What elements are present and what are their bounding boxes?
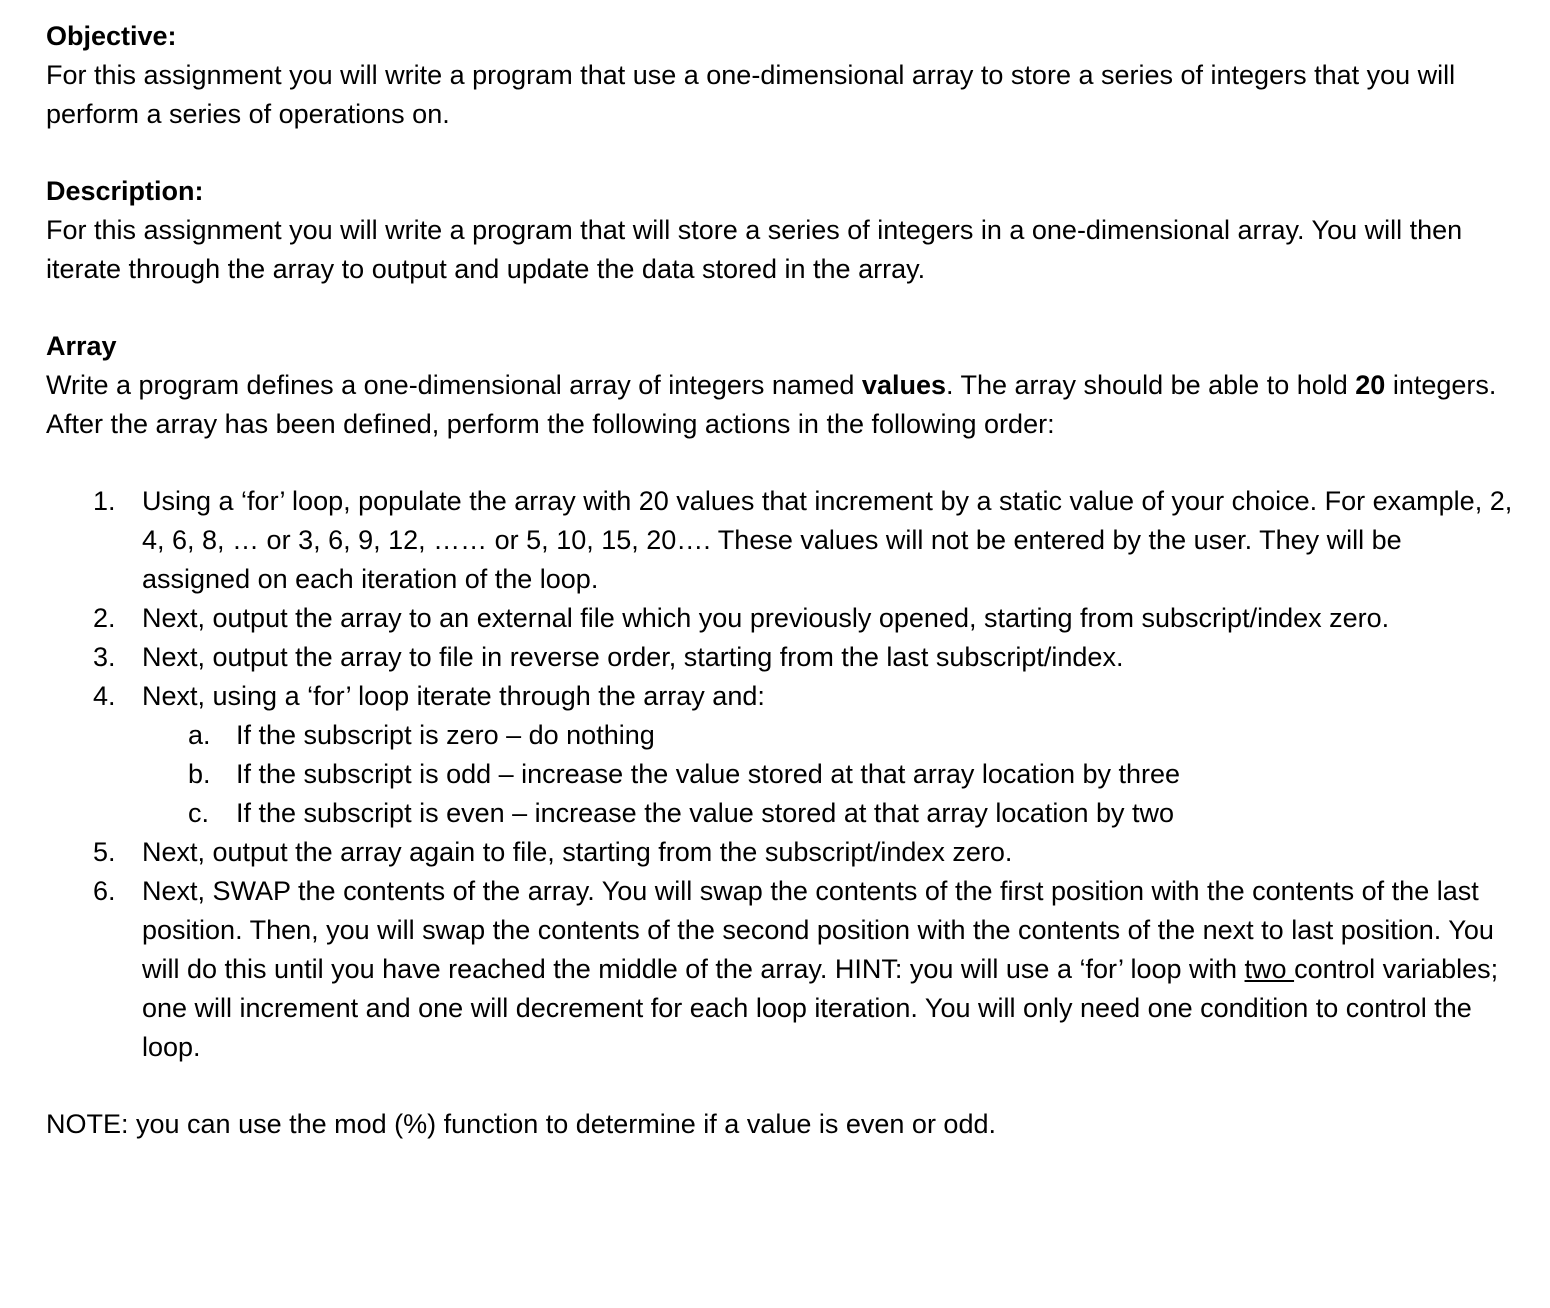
description-heading: Description: — [46, 176, 204, 206]
step-text — [142, 876, 1498, 1062]
sub-list-item — [46, 794, 1516, 833]
list-marker: 2. — [93, 603, 116, 633]
step-text: Next, output the array again to file, starting from the subscript/index zero. — [142, 837, 1013, 867]
array-text-part: . The array should be able to hold — [945, 370, 1356, 400]
step-text-part: Next, SWAP the contents of the array. You will swap the contents of the first position with the contents of the last position. Then, you will swap the contents of the second position with the contents of the next to last position. You will do this until you have reached the middle of the array. HINT: you will use a ‘for’ loop with — [142, 876, 1494, 984]
assignment-document — [46, 17, 1516, 1144]
list-item — [46, 872, 1516, 1067]
objective-section — [46, 17, 1516, 134]
steps-list — [46, 482, 1516, 1067]
array-text — [46, 366, 1516, 444]
list-marker: 4. — [93, 681, 116, 711]
underlined-word: two — [1244, 954, 1295, 984]
spacer — [46, 289, 1516, 327]
sub-list-item — [46, 755, 1516, 794]
list-marker: 1. — [93, 486, 116, 516]
step-text: Next, using a ‘for’ loop iterate through the array and: — [142, 681, 765, 711]
list-item — [46, 677, 1516, 833]
step-text-part: control variables; one will increment and one will decrement for each loop iteration. You will only need one condition to control the loop. — [142, 954, 1499, 1062]
list-marker: 6. — [93, 876, 116, 906]
array-name: values — [861, 370, 946, 400]
sub-list-marker: a. — [188, 720, 211, 750]
step-text: Next, output the array to an external file which you previously opened, starting from subscript/index zero. — [142, 603, 1390, 633]
description-text: For this assignment you will write a program that will store a series of integers in a one-dimensional array. You will then iterate through the array to output and update the data stored in the array. — [46, 215, 1463, 284]
description-section — [46, 172, 1516, 289]
array-text-part: integers. After the array has been defined, perform the following actions in the following order: — [46, 370, 1497, 439]
list-marker: 5. — [93, 837, 116, 867]
spacer — [46, 134, 1516, 172]
list-item — [46, 482, 1516, 599]
substep-text: If the subscript is even – increase the value stored at that array location by two — [236, 798, 1174, 828]
sub-list-marker: c. — [188, 798, 210, 828]
substep-text: If the subscript is odd – increase the value stored at that array location by three — [236, 759, 1181, 789]
substeps-list — [142, 716, 1516, 833]
list-item — [46, 638, 1516, 677]
objective-text: For this assignment you will write a program that use a one-dimensional array to store a series of integers that you will perform a series of operations on. — [46, 60, 1456, 129]
step-text: Next, output the array to file in reverse order, starting from the last subscript/index. — [142, 642, 1124, 672]
list-marker: 3. — [93, 642, 116, 672]
substep-text: If the subscript is zero – do nothing — [236, 720, 655, 750]
array-heading: Array — [46, 331, 117, 361]
array-section — [46, 327, 1516, 1067]
sub-list-marker: b. — [188, 759, 211, 789]
objective-heading: Objective: — [46, 21, 177, 51]
step-text: Using a ‘for’ loop, populate the array with 20 values that increment by a static value of your choice. For example, 2, 4, 6, 8, … or 3, 6, 9, 12, …… or 5, 10, 15, 20…. These values will not be entered by the user. They will be assigned on each iteration of the loop. — [142, 486, 1513, 594]
sub-list-item — [46, 716, 1516, 755]
array-size: 20 — [1355, 370, 1386, 400]
array-text-part: Write a program defines a one-dimensional array of integers named — [46, 370, 862, 400]
list-item — [46, 833, 1516, 872]
note-text: NOTE: you can use the mod (%) function to determine if a value is even or odd. — [46, 1109, 996, 1139]
list-item — [46, 599, 1516, 638]
